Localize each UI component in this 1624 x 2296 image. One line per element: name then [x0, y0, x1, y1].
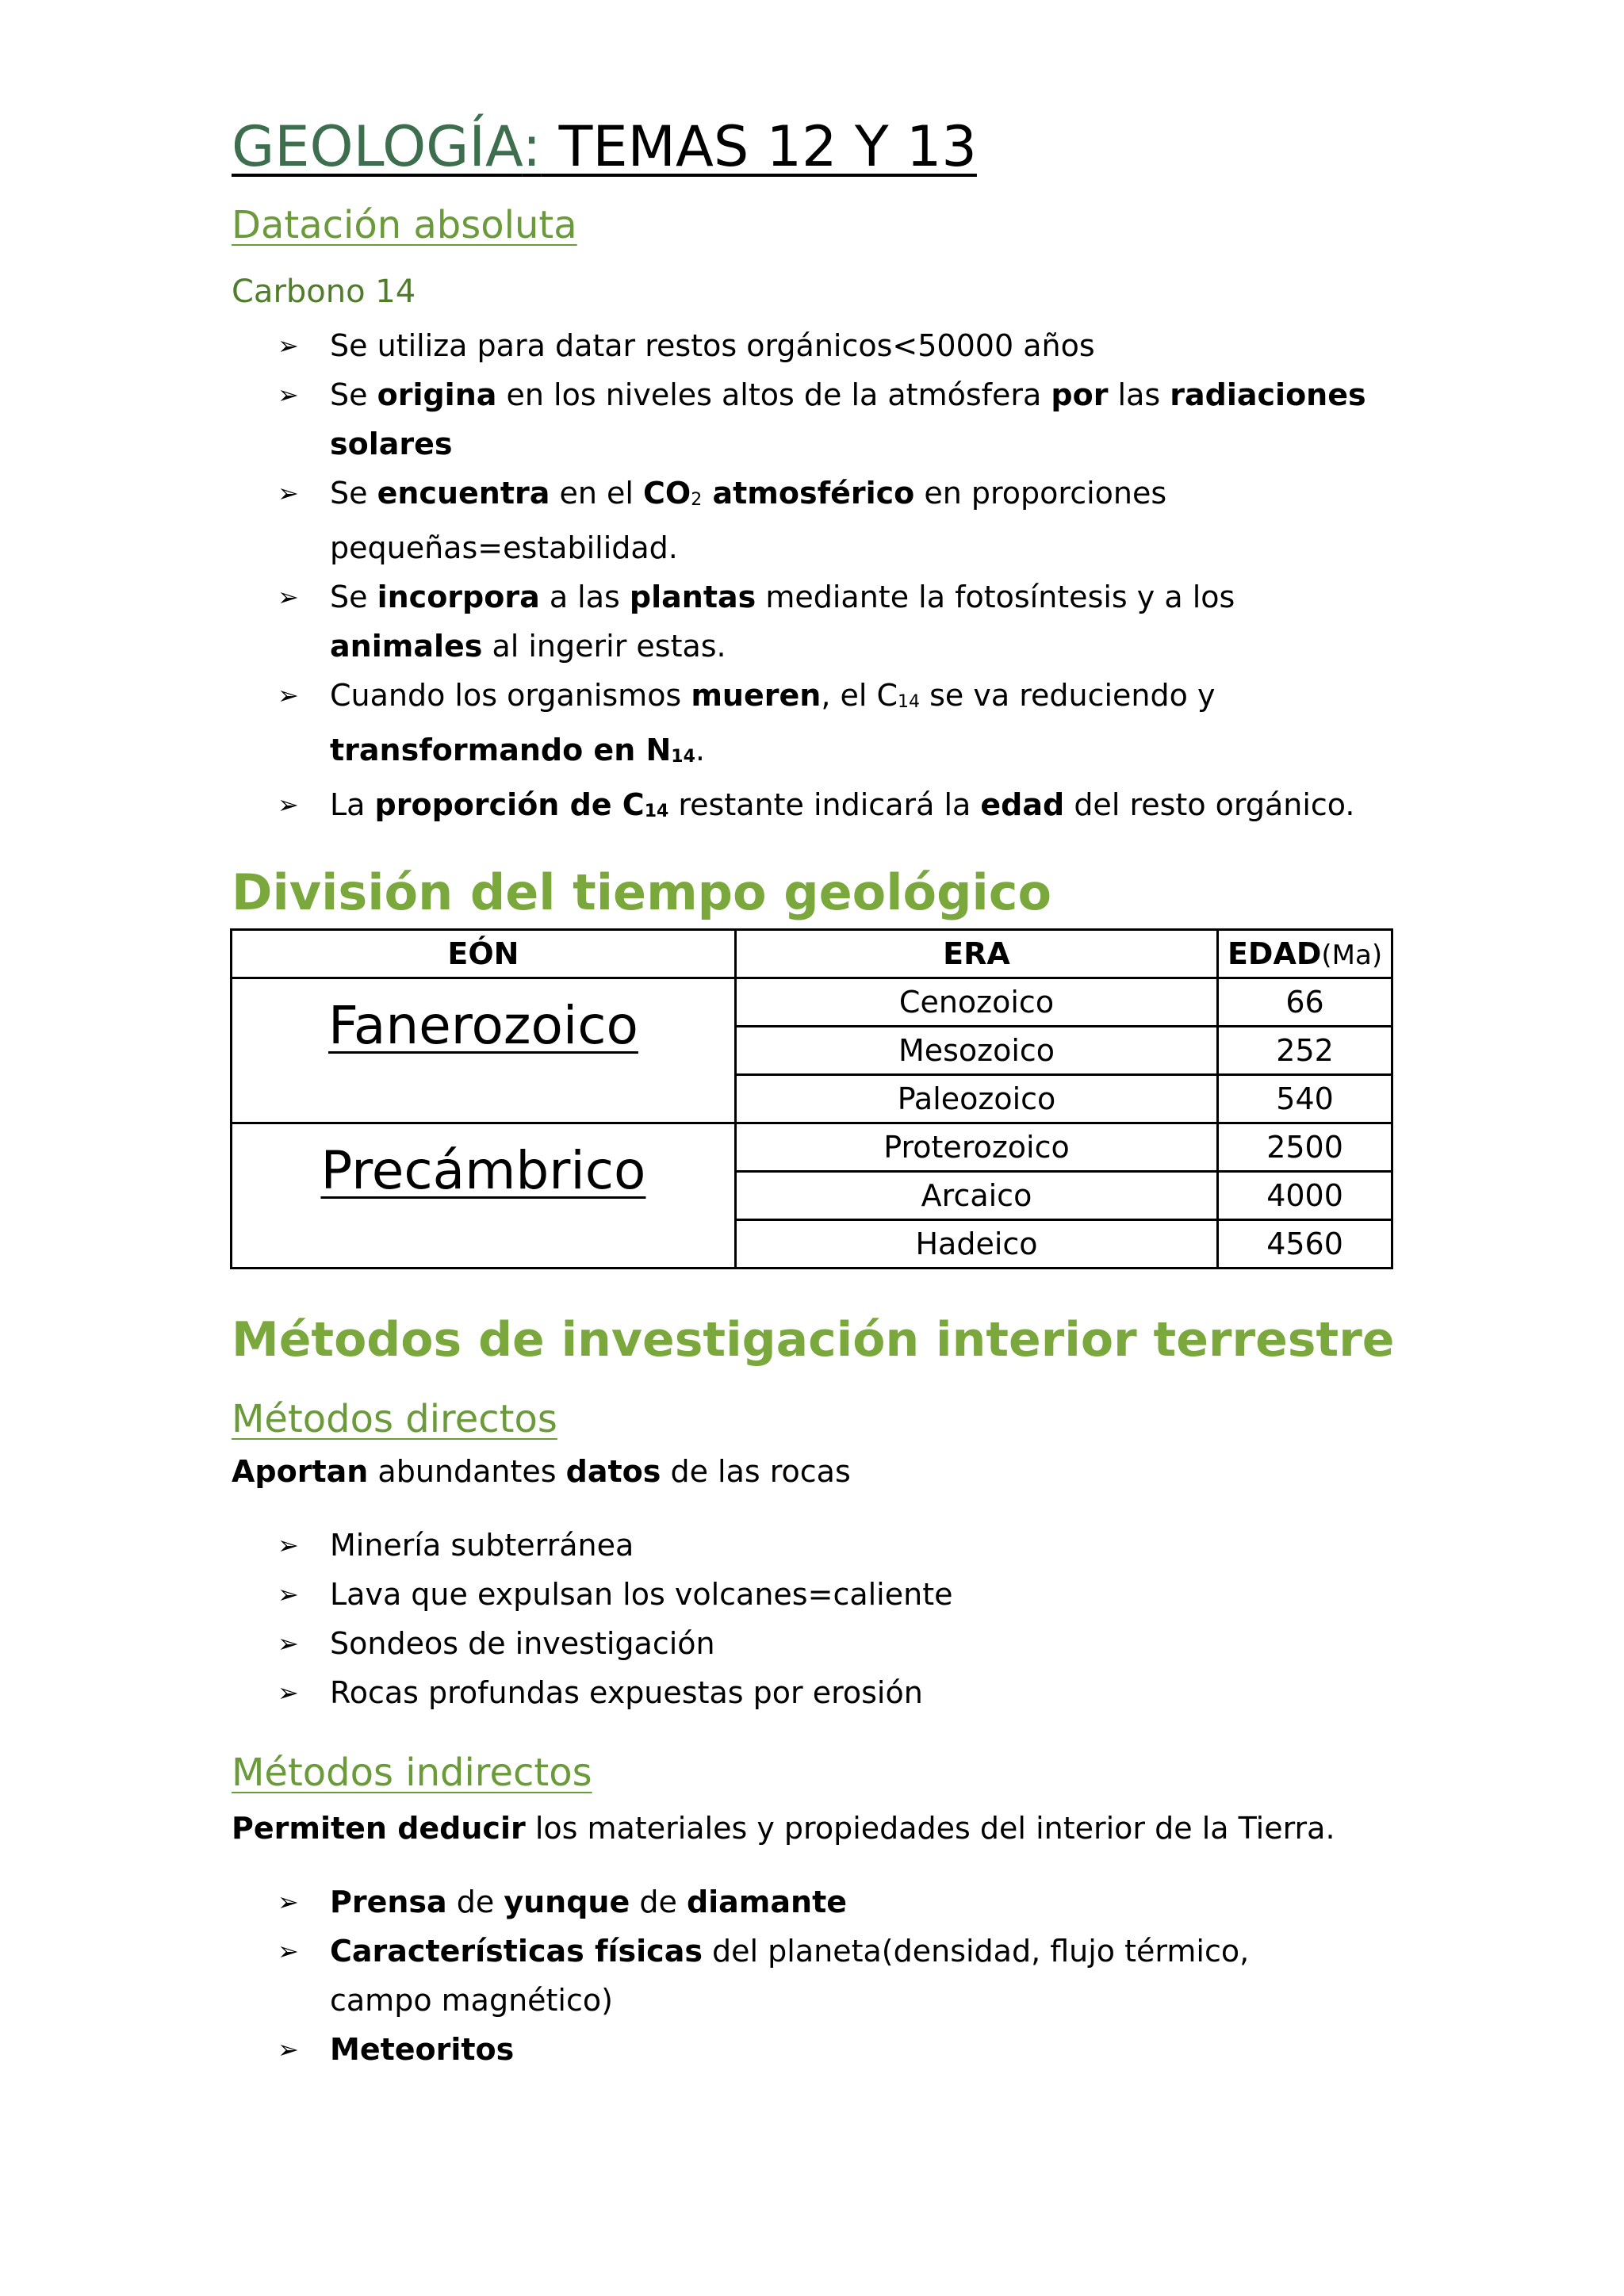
list-item: ➢ Meteoritos — [278, 2025, 1356, 2074]
list-item: ➢ Prensa de yunque de diamante — [278, 1877, 1356, 1927]
eon-cell: Fanerozoico — [232, 978, 736, 1123]
directos-bullet-list — [278, 1521, 1388, 1717]
edad-cell: 2500 — [1218, 1123, 1392, 1172]
arrow-bullet-icon: ➢ — [278, 380, 299, 410]
arrow-bullet-icon: ➢ — [278, 1887, 299, 1917]
list-item: ➢ Lava que expulsan los volcanes=caliente — [278, 1570, 1388, 1619]
era-cell: Hadeico — [735, 1220, 1217, 1269]
heading-metodos-investigacion: Métodos de investigación interior terrestre — [232, 1312, 1395, 1368]
heading-division-tiempo: División del tiempo geológico — [232, 863, 1052, 921]
list-item: ➢ Características físicas del planeta(densidad, flujo térmico, campo magnético) — [278, 1927, 1356, 2025]
arrow-bullet-icon: ➢ — [278, 1530, 299, 1560]
title-temas: TEMAS 12 Y 13 — [541, 114, 977, 179]
carbono-bullet-list — [278, 321, 1388, 835]
table-row — [232, 1123, 1392, 1172]
indirectos-bullet-list — [278, 1877, 1356, 2074]
title-geologia: GEOLOGÍA — [232, 114, 523, 179]
list-item: ➢ Cuando los organismos mueren, el $C_{14}$ se va reduciendo y transformando en $N_{14}$. — [278, 671, 1388, 780]
list-item: ➢ Se origina en los niveles altos de la atmósfera por las radiaciones solares — [278, 370, 1388, 469]
list-item: ➢ Minería subterránea — [278, 1521, 1388, 1570]
arrow-bullet-icon: ➢ — [278, 1936, 299, 1966]
heading-metodos-indirectos: Métodos indirectos — [232, 1751, 592, 1795]
header-eon: EÓN — [232, 930, 736, 978]
list-item: ➢ Se encuentra en el $CO_2$ atmosférico en proporciones pequeñas=estabilidad. — [278, 469, 1388, 572]
edad-cell: 66 — [1218, 978, 1392, 1027]
era-cell: Mesozoico — [735, 1027, 1217, 1075]
title-colon: : — [522, 114, 542, 179]
header-era: ERA — [735, 930, 1217, 978]
edad-cell: 4000 — [1218, 1172, 1392, 1220]
list-item: ➢ Se incorpora a las plantas mediante la fotosíntesis y a los animales al ingerir estas. — [278, 572, 1388, 671]
arrow-bullet-icon: ➢ — [278, 790, 299, 820]
arrow-bullet-icon: ➢ — [278, 582, 299, 612]
list-item: ➢ Se utiliza para datar restos orgánicos<50000 años — [278, 321, 1388, 370]
page-title — [232, 111, 977, 182]
list-item: ➢ Rocas profundas expuestas por erosión — [278, 1668, 1388, 1717]
era-cell: Arcaico — [735, 1172, 1217, 1220]
arrow-bullet-icon: ➢ — [278, 478, 299, 508]
era-cell: Cenozoico — [735, 978, 1217, 1027]
arrow-bullet-icon: ➢ — [278, 331, 299, 361]
subheading-carbono-14: Carbono 14 — [232, 274, 416, 310]
table-row — [232, 978, 1392, 1027]
edad-cell: 4560 — [1218, 1220, 1392, 1269]
table-header-row — [232, 930, 1392, 978]
directos-intro: Aportan abundantes datos de las rocas — [232, 1454, 851, 1489]
arrow-bullet-icon: ➢ — [278, 2034, 299, 2064]
eon-cell: Precámbrico — [232, 1123, 736, 1269]
arrow-bullet-icon: ➢ — [278, 1628, 299, 1659]
arrow-bullet-icon: ➢ — [278, 1678, 299, 1708]
arrow-bullet-icon: ➢ — [278, 1579, 299, 1609]
geologic-time-table — [230, 928, 1393, 1269]
heading-metodos-directos: Métodos directos — [232, 1397, 557, 1441]
indirectos-intro: Permiten deducir los materiales y propiedades del interior de la Tierra. — [232, 1811, 1335, 1846]
era-cell: Paleozoico — [735, 1075, 1217, 1123]
arrow-bullet-icon: ➢ — [278, 680, 299, 710]
list-item: ➢ La proporción de $C_{14}$ restante indicará la edad del resto orgánico. — [278, 780, 1388, 835]
edad-cell: 540 — [1218, 1075, 1392, 1123]
list-item: ➢ Sondeos de investigación — [278, 1619, 1388, 1668]
header-edad: EDAD(Ma) — [1218, 930, 1392, 978]
era-cell: Proterozoico — [735, 1123, 1217, 1172]
heading-datacion-absoluta: Datación absoluta — [232, 203, 577, 247]
edad-cell: 252 — [1218, 1027, 1392, 1075]
